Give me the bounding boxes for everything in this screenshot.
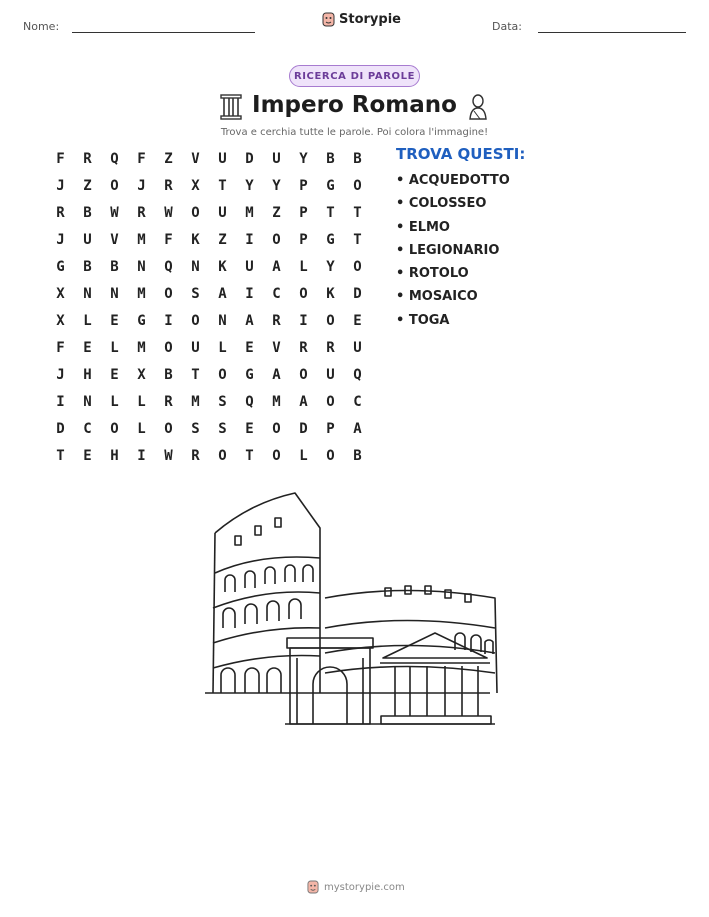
grid-letter[interactable]: I [137,448,146,464]
grid-row [47,173,371,200]
grid-letter[interactable]: I [245,286,254,302]
grid-letter[interactable]: M [191,394,200,410]
grid-letter[interactable]: S [218,421,227,437]
grid-letter[interactable]: F [164,232,173,248]
footer [307,880,405,894]
grid-letter[interactable]: O [272,421,281,437]
grid-letter[interactable]: P [299,232,308,248]
storypie-logo-icon [322,12,335,27]
grid-letter[interactable]: O [326,448,335,464]
grid-row [47,227,371,254]
word-item: • COLOSSEO [396,196,487,212]
grid-row [47,254,371,281]
grid-letter[interactable]: A [272,259,281,275]
brand [322,12,401,27]
grid-letter[interactable]: U [353,340,362,356]
colosseum-coloring-icon[interactable] [205,488,505,728]
grid-letter[interactable]: W [164,205,173,221]
grid-letter[interactable]: M [137,286,146,302]
page-title: Impero Romano [252,92,457,118]
grid-letter[interactable]: O [110,421,119,437]
grid-letter[interactable]: X [56,313,65,329]
grid-letter[interactable]: S [191,421,200,437]
grid-letter[interactable]: O [164,340,173,356]
grid-letter[interactable]: F [56,340,65,356]
grid-letter[interactable]: E [353,313,362,329]
grid-letter[interactable]: Z [83,178,92,194]
grid-letter[interactable]: D [353,286,362,302]
grid-letter[interactable]: N [137,259,146,275]
grid-letter[interactable]: X [56,286,65,302]
grid-letter[interactable]: U [191,340,200,356]
grid-letter[interactable]: N [83,286,92,302]
grid-letter[interactable]: K [191,232,200,248]
grid-letter[interactable]: O [326,394,335,410]
grid-letter[interactable]: R [83,151,92,167]
grid-letter[interactable]: O [191,313,200,329]
grid-letter[interactable]: B [83,205,92,221]
grid-letter[interactable]: F [137,151,146,167]
grid-letter[interactable]: J [56,178,65,194]
grid-row [47,146,371,173]
grid-letter[interactable]: A [299,394,308,410]
grid-letter[interactable]: O [218,367,227,383]
brand-name: Storypie [339,12,401,27]
grid-letter[interactable]: B [110,259,119,275]
word-item: • TOGA [396,312,450,328]
instructions: Trova e cerchia tutte le parole. Poi colora l'immagine! [220,127,489,138]
word-item: • MOSAICO [396,289,478,305]
grid-letter[interactable]: I [245,232,254,248]
grid-letter[interactable]: L [299,448,308,464]
grid-letter[interactable]: Z [218,232,227,248]
grid-letter[interactable]: V [110,232,119,248]
grid-letter[interactable]: O [272,448,281,464]
grid-letter[interactable]: Z [164,151,173,167]
category-badge: RICERCA DI PAROLE [289,65,420,87]
grid-row [47,362,371,389]
grid-letter[interactable]: G [326,232,335,248]
grid-letter[interactable]: S [218,394,227,410]
word-list [396,169,510,332]
grid-letter[interactable]: E [83,340,92,356]
grid-letter[interactable]: A [353,421,362,437]
name-label: Nome: [23,20,60,33]
date-label: Data: [492,20,522,33]
grid-letter[interactable]: T [245,448,254,464]
grid-letter[interactable]: B [353,151,362,167]
grid-letter[interactable]: D [299,421,308,437]
grid-letter[interactable]: A [245,313,254,329]
grid-row [47,389,371,416]
grid-letter[interactable]: R [272,313,281,329]
grid-letter[interactable]: B [326,151,335,167]
grid-letter[interactable]: P [326,421,335,437]
grid-letter[interactable]: G [245,367,254,383]
grid-letter[interactable]: R [299,340,308,356]
grid-letter[interactable]: P [299,205,308,221]
grid-letter[interactable]: Q [353,367,362,383]
grid-letter[interactable]: O [110,178,119,194]
grid-letter[interactable]: C [272,286,281,302]
grid-letter[interactable]: R [164,178,173,194]
grid-letter[interactable]: U [272,151,281,167]
grid-letter[interactable]: I [164,313,173,329]
grid-letter[interactable]: B [164,367,173,383]
grid-letter[interactable]: Q [164,259,173,275]
grid-letter[interactable]: I [299,313,308,329]
grid-letter[interactable]: V [272,340,281,356]
grid-letter[interactable]: O [164,421,173,437]
grid-letter[interactable]: L [137,394,146,410]
name-line[interactable] [72,32,255,33]
grid-letter[interactable]: O [326,313,335,329]
grid-letter[interactable]: C [353,394,362,410]
grid-letter[interactable]: T [218,178,227,194]
grid-letter[interactable]: U [218,151,227,167]
grid-letter[interactable]: U [245,259,254,275]
grid-letter[interactable]: A [218,286,227,302]
grid-letter[interactable]: J [137,178,146,194]
grid-letter[interactable]: G [56,259,65,275]
grid-letter[interactable]: G [137,313,146,329]
grid-letter[interactable]: O [299,367,308,383]
grid-row [47,416,371,443]
grid-letter[interactable]: U [83,232,92,248]
grid-letter[interactable]: U [326,367,335,383]
grid-letter[interactable]: H [110,448,119,464]
grid-letter[interactable]: N [110,286,119,302]
grid-row [47,281,371,308]
grid-letter[interactable]: K [218,259,227,275]
grid-letter[interactable]: M [137,232,146,248]
grid-letter[interactable]: R [326,340,335,356]
grid-letter[interactable]: J [56,232,65,248]
grid-row [47,335,371,362]
grid-letter[interactable]: Y [245,178,254,194]
grid-letter[interactable]: H [83,367,92,383]
grid-letter[interactable]: E [245,340,254,356]
grid-letter[interactable]: N [191,259,200,275]
grid-letter[interactable]: R [137,205,146,221]
grid-letter[interactable]: M [137,340,146,356]
grid-letter[interactable]: U [218,205,227,221]
grid-letter[interactable]: E [83,448,92,464]
grid-letter[interactable]: I [56,394,65,410]
grid-letter[interactable]: R [56,205,65,221]
grid-letter[interactable]: L [218,340,227,356]
grid-letter[interactable]: Z [272,205,281,221]
grid-letter[interactable]: M [245,205,254,221]
grid-letter[interactable]: E [110,313,119,329]
grid-letter[interactable]: E [245,421,254,437]
grid-letter[interactable]: E [110,367,119,383]
footer-url[interactable]: mystorypie.com [324,881,405,893]
grid-letter[interactable]: Y [326,259,335,275]
word-item: • LEGIONARIO [396,242,500,258]
grid-letter[interactable]: P [299,178,308,194]
grid-letter[interactable]: N [83,394,92,410]
grid-letter[interactable]: A [272,367,281,383]
grid-letter[interactable]: L [137,421,146,437]
roman-bust-icon [466,93,490,121]
grid-letter[interactable]: D [56,421,65,437]
grid-letter[interactable]: W [110,205,119,221]
grid-letter[interactable]: W [164,448,173,464]
word-item: • ACQUEDOTTO [396,173,510,188]
grid-letter[interactable]: B [353,448,362,464]
word-item: • ROTOLO [396,266,469,282]
grid-letter[interactable]: O [299,286,308,302]
grid-row [47,200,371,227]
storypie-logo-icon [307,880,319,894]
grid-letter[interactable]: Y [299,151,308,167]
grid-letter[interactable]: D [245,151,254,167]
grid-letter[interactable]: O [353,259,362,275]
grid-letter[interactable]: T [56,448,65,464]
grid-letter[interactable]: M [272,394,281,410]
grid-row [47,443,371,470]
grid-letter[interactable]: J [56,367,65,383]
grid-letter[interactable]: V [191,151,200,167]
grid-letter[interactable]: T [191,367,200,383]
word-search-grid[interactable] [47,146,371,470]
grid-letter[interactable]: N [218,313,227,329]
grid-letter[interactable]: L [110,394,119,410]
grid-letter[interactable]: Q [110,151,119,167]
grid-letter[interactable]: Q [245,394,254,410]
grid-letter[interactable]: T [353,205,362,221]
word-list-title: TROVA QUESTI: [396,145,526,163]
grid-letter[interactable]: R [191,448,200,464]
grid-letter[interactable]: Y [272,178,281,194]
grid-letter[interactable]: R [164,394,173,410]
grid-letter[interactable]: X [137,367,146,383]
grid-letter[interactable]: T [353,232,362,248]
grid-letter[interactable]: K [326,286,335,302]
grid-letter[interactable]: X [191,178,200,194]
grid-letter[interactable]: O [218,448,227,464]
date-line[interactable] [538,32,686,33]
grid-letter[interactable]: O [353,178,362,194]
grid-letter[interactable]: G [326,178,335,194]
grid-letter[interactable]: L [83,313,92,329]
word-item: • ELMO [396,219,450,235]
grid-letter[interactable]: T [326,205,335,221]
grid-letter[interactable]: F [56,151,65,167]
grid-letter[interactable]: C [83,421,92,437]
grid-letter[interactable]: S [191,286,200,302]
grid-letter[interactable]: O [191,205,200,221]
grid-letter[interactable]: O [164,286,173,302]
grid-letter[interactable]: L [299,259,308,275]
grid-row [47,308,371,335]
grid-letter[interactable]: B [83,259,92,275]
grid-letter[interactable]: L [110,340,119,356]
grid-letter[interactable]: O [272,232,281,248]
